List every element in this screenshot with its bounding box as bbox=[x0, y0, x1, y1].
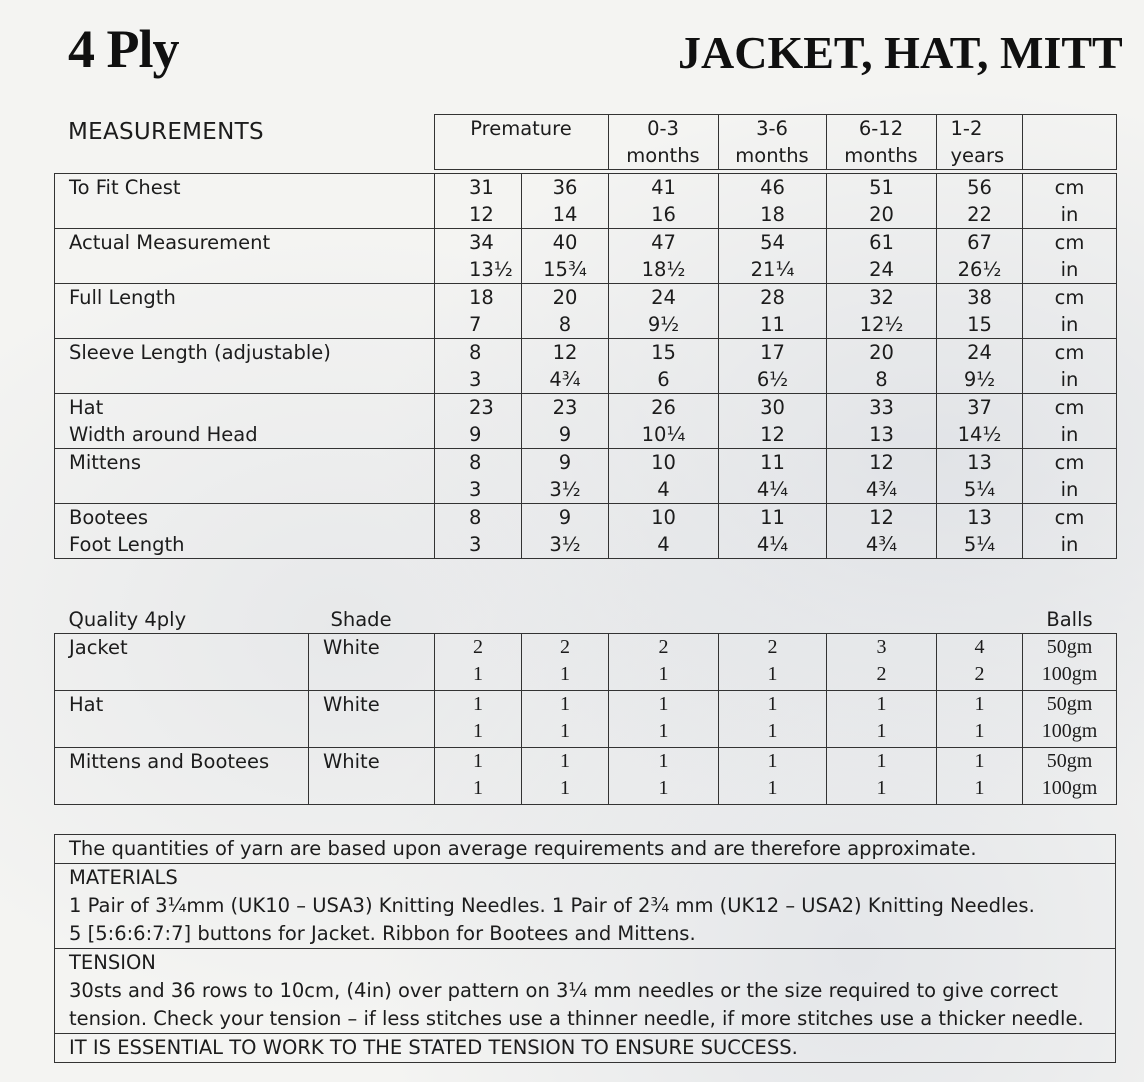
yarn-balls-50gm: 1 bbox=[658, 693, 669, 715]
measurement-in-value: 8 bbox=[875, 368, 888, 391]
unit-cm: cm bbox=[1054, 341, 1085, 364]
unit-cm: cm bbox=[1054, 231, 1085, 254]
yarn-balls-cell bbox=[719, 691, 827, 748]
measurement-value-cell bbox=[719, 174, 827, 229]
measurement-cm-value: 54 bbox=[760, 231, 785, 254]
yarn-balls-50gm: 1 bbox=[473, 750, 483, 772]
yarn-balls-50gm: 1 bbox=[560, 750, 570, 772]
measurement-cm-value: 47 bbox=[651, 231, 676, 254]
measurements-title: MEASUREMENTS bbox=[68, 118, 264, 145]
measurement-cm-value: 15 bbox=[651, 341, 676, 364]
measurement-in-value: 16 bbox=[651, 203, 676, 226]
measurement-in-value: 15¾ bbox=[543, 258, 587, 281]
measurement-cm-value: 13 bbox=[967, 451, 992, 474]
yarn-balls-100gm: 1 bbox=[473, 663, 483, 685]
yarn-table bbox=[54, 606, 1117, 805]
measurement-in-value: 5¼ bbox=[963, 478, 996, 501]
measurement-in-value: 12 bbox=[469, 203, 494, 226]
measurement-value-cell bbox=[937, 504, 1023, 559]
unit-in: in bbox=[1060, 423, 1079, 446]
quantities-section bbox=[55, 835, 1115, 864]
measurement-in-value: 4¼ bbox=[756, 478, 789, 501]
yarn-balls-50gm: 4 bbox=[974, 636, 985, 658]
measurement-in-value: 10¼ bbox=[641, 423, 686, 446]
measurement-in-value: 6½ bbox=[756, 368, 789, 391]
measurement-row bbox=[55, 394, 1117, 449]
yarn-balls-100gm: 1 bbox=[473, 720, 483, 742]
unit-in: in bbox=[1060, 313, 1079, 336]
yarn-balls-100gm: 1 bbox=[767, 720, 778, 742]
measurement-cm-value: 24 bbox=[651, 286, 676, 309]
measurement-row bbox=[55, 229, 1117, 284]
tension-line: 30sts and 36 rows to 10cm, (4in) over pattern on 3¼ mm needles or the size required to give correct bbox=[69, 979, 1059, 1002]
measurement-cm-value: 38 bbox=[967, 286, 992, 309]
yarn-item-label: Hat bbox=[55, 691, 309, 748]
measurement-in-value: 4¾ bbox=[549, 368, 581, 391]
measurement-cm-value: 67 bbox=[967, 231, 992, 254]
measurement-in-value: 6 bbox=[657, 368, 670, 391]
measurement-value-cell bbox=[522, 339, 609, 394]
yarn-balls-100gm: 1 bbox=[974, 720, 985, 742]
unit-cell bbox=[1023, 449, 1117, 504]
balls-label: Balls bbox=[1046, 608, 1093, 631]
unit-cell bbox=[1023, 394, 1117, 449]
measurement-in-value: 4¾ bbox=[865, 478, 898, 501]
measurement-in-value: 13½ bbox=[469, 258, 513, 281]
yarn-balls-100gm: 1 bbox=[767, 777, 778, 799]
size-header-1-2 bbox=[936, 115, 1022, 170]
measurement-label-line1: Bootees bbox=[69, 506, 149, 529]
measurement-cm-value: 40 bbox=[552, 231, 578, 254]
measurement-label-line2 bbox=[69, 256, 434, 283]
yarn-balls-100gm: 1 bbox=[560, 720, 570, 742]
measurement-value-cell bbox=[609, 284, 719, 339]
measurement-cm-value: 51 bbox=[869, 176, 894, 199]
unit-cell bbox=[1023, 504, 1117, 559]
measurement-value-cell bbox=[937, 394, 1023, 449]
shade-label: Shade bbox=[330, 608, 392, 631]
measurement-cm-value: 9 bbox=[558, 506, 572, 529]
yarn-balls-cell bbox=[937, 748, 1023, 805]
yarn-balls-100gm: 2 bbox=[974, 663, 985, 685]
tension-section bbox=[55, 949, 1115, 1034]
measurement-in-value: 9 bbox=[469, 423, 482, 446]
yarn-balls-cell bbox=[937, 691, 1023, 748]
size-header-6-12 bbox=[826, 115, 936, 170]
yarn-balls-cell bbox=[609, 748, 719, 805]
yarn-balls-cell bbox=[827, 691, 937, 748]
measurement-label-line1: Full Length bbox=[69, 286, 176, 309]
measurement-in-value: 3 bbox=[469, 533, 482, 556]
unit-in: in bbox=[1060, 368, 1079, 391]
measurement-in-value: 18 bbox=[760, 203, 785, 226]
measurements-body bbox=[54, 173, 1117, 559]
yarn-ball-size bbox=[1023, 691, 1117, 748]
measurement-value-cell bbox=[827, 504, 937, 559]
yarn-balls-cell bbox=[827, 634, 937, 691]
measurement-cm-value: 30 bbox=[760, 396, 785, 419]
unit-header bbox=[1022, 115, 1116, 170]
unit-in: in bbox=[1060, 203, 1079, 226]
measurement-cm-value: 31 bbox=[469, 176, 494, 199]
measurement-in-value: 3 bbox=[469, 478, 482, 501]
unit-cell bbox=[1023, 339, 1117, 394]
measurement-in-value: 3½ bbox=[549, 478, 581, 501]
measurement-value-cell bbox=[827, 449, 937, 504]
measurement-cm-value: 61 bbox=[869, 231, 894, 254]
measurement-value-cell bbox=[719, 449, 827, 504]
measurement-cm-value: 32 bbox=[869, 286, 894, 309]
measurement-label bbox=[55, 504, 435, 559]
materials-line: 1 Pair of 3¼mm (UK10 – USA3) Knitting Needles. 1 Pair of 2¾ mm (UK12 – USA2) Knitting Needles. bbox=[69, 894, 1035, 917]
yarn-balls-100gm: 1 bbox=[876, 777, 887, 799]
unit-cm: cm bbox=[1054, 286, 1085, 309]
measurement-row bbox=[55, 339, 1117, 394]
yarn-balls-cell bbox=[522, 634, 609, 691]
essential-section bbox=[55, 1034, 1115, 1063]
yarn-balls-cell bbox=[435, 691, 522, 748]
measurement-label bbox=[55, 449, 435, 504]
yarn-balls-100gm: 1 bbox=[767, 663, 778, 685]
measurement-value-cell bbox=[827, 229, 937, 284]
yarn-balls-100gm: 1 bbox=[876, 720, 887, 742]
measurement-label-line2 bbox=[69, 201, 434, 228]
yarn-item-label: Mittens and Bootees bbox=[55, 748, 309, 805]
measurement-cm-value: 20 bbox=[869, 341, 894, 364]
size-header-line2: months bbox=[626, 144, 700, 167]
yarn-balls-50gm: 1 bbox=[658, 750, 669, 772]
measurements-header-row bbox=[54, 115, 1116, 170]
measurement-value-cell bbox=[435, 449, 522, 504]
measurement-value-cell bbox=[522, 394, 609, 449]
measurement-row bbox=[55, 174, 1117, 229]
measurement-label bbox=[55, 174, 435, 229]
measurement-value-cell bbox=[435, 339, 522, 394]
measurement-value-cell bbox=[609, 174, 719, 229]
measurement-value-cell bbox=[719, 394, 827, 449]
unit-cell bbox=[1023, 174, 1117, 229]
measurement-cm-value: 12 bbox=[552, 341, 578, 364]
yarn-ball-size bbox=[1023, 748, 1117, 805]
unit-in: in bbox=[1060, 258, 1079, 281]
measurement-label-line2 bbox=[69, 476, 434, 503]
measurement-in-value: 7 bbox=[469, 313, 482, 336]
quantities-note: The quantities of yarn are based upon average requirements and are therefore approximate. bbox=[69, 837, 977, 860]
yarn-balls-cell bbox=[609, 634, 719, 691]
measurement-label-line1: Sleeve Length (adjustable) bbox=[69, 341, 331, 364]
info-box bbox=[54, 834, 1116, 1063]
measurement-cm-value: 23 bbox=[469, 396, 494, 419]
measurement-value-cell bbox=[937, 339, 1023, 394]
measurement-cm-value: 18 bbox=[469, 286, 494, 309]
measurement-cm-value: 23 bbox=[552, 396, 578, 419]
ball-size-100gm: 100gm bbox=[1041, 663, 1098, 685]
measurement-in-value: 4 bbox=[657, 533, 670, 556]
measurement-value-cell bbox=[719, 504, 827, 559]
measurement-label bbox=[55, 284, 435, 339]
yarn-balls-cell bbox=[719, 634, 827, 691]
measurement-cm-value: 26 bbox=[651, 396, 676, 419]
measurement-value-cell bbox=[827, 394, 937, 449]
size-header-0-3 bbox=[608, 115, 718, 170]
size-header-line1: 1-2 bbox=[950, 117, 983, 140]
measurement-value-cell bbox=[609, 339, 719, 394]
yarn-balls-50gm: 1 bbox=[767, 750, 778, 772]
yarn-balls-cell bbox=[435, 748, 522, 805]
yarn-header-row bbox=[55, 606, 1117, 634]
tension-heading: TENSION bbox=[69, 951, 156, 974]
measurement-value-cell bbox=[435, 284, 522, 339]
unit-cell bbox=[1023, 229, 1117, 284]
size-header-line1: 3-6 bbox=[756, 117, 788, 140]
measurement-label-line1: To Fit Chest bbox=[69, 176, 181, 199]
yarn-balls-cell bbox=[827, 748, 937, 805]
ball-size-50gm: 50gm bbox=[1046, 693, 1093, 715]
yarn-row bbox=[55, 748, 1117, 805]
measurement-row bbox=[55, 504, 1117, 559]
size-header-line2: months bbox=[844, 144, 918, 167]
measurement-value-cell bbox=[719, 339, 827, 394]
measurement-in-value: 9 bbox=[558, 423, 572, 446]
measurement-cm-value: 36 bbox=[552, 176, 578, 199]
yarn-balls-100gm: 1 bbox=[473, 777, 483, 799]
yarn-balls-cell bbox=[609, 691, 719, 748]
yarn-shade: White bbox=[309, 634, 435, 691]
size-header-3-6 bbox=[718, 115, 826, 170]
ball-size-100gm: 100gm bbox=[1041, 777, 1098, 799]
size-header-line1: 6-12 bbox=[858, 117, 904, 140]
measurement-label-line2 bbox=[69, 311, 434, 338]
yarn-balls-cell bbox=[522, 691, 609, 748]
unit-in: in bbox=[1060, 533, 1079, 556]
measurement-cm-value: 46 bbox=[760, 176, 785, 199]
measurement-value-cell bbox=[609, 394, 719, 449]
tension-line: tension. Check your tension – if less stitches use a thinner needle, if more stitches use a thicker needle. bbox=[69, 1007, 1084, 1030]
yarn-balls-50gm: 1 bbox=[876, 750, 887, 772]
materials-section bbox=[55, 864, 1115, 949]
measurement-cm-value: 8 bbox=[469, 451, 482, 474]
yarn-balls-100gm: 1 bbox=[658, 663, 669, 685]
measurement-label-line2 bbox=[69, 366, 434, 393]
measurement-value-cell bbox=[522, 504, 609, 559]
measurement-cm-value: 12 bbox=[869, 451, 894, 474]
measurement-label-line1: Mittens bbox=[69, 451, 142, 474]
yarn-balls-100gm: 1 bbox=[658, 777, 669, 799]
measurement-in-value: 15 bbox=[967, 313, 992, 336]
measurement-cm-value: 37 bbox=[967, 396, 992, 419]
measurement-value-cell bbox=[827, 284, 937, 339]
yarn-balls-cell bbox=[435, 634, 522, 691]
measurement-label-line1: Actual Measurement bbox=[69, 231, 271, 254]
ball-size-50gm: 50gm bbox=[1046, 636, 1093, 658]
measurement-in-value: 12½ bbox=[859, 313, 904, 336]
measurement-value-cell bbox=[435, 174, 522, 229]
measurement-in-value: 13 bbox=[869, 423, 894, 446]
yarn-row bbox=[55, 634, 1117, 691]
measurement-cm-value: 9 bbox=[558, 451, 572, 474]
yarn-balls-50gm: 1 bbox=[767, 693, 778, 715]
yarn-shade: White bbox=[309, 691, 435, 748]
measurement-in-value: 4¾ bbox=[865, 533, 898, 556]
measurement-cm-value: 13 bbox=[967, 506, 992, 529]
yarn-balls-50gm: 1 bbox=[560, 693, 570, 715]
measurement-in-value: 8 bbox=[558, 313, 572, 336]
measurement-value-cell bbox=[435, 504, 522, 559]
measurement-cm-value: 10 bbox=[651, 506, 676, 529]
measurement-value-cell bbox=[719, 284, 827, 339]
yarn-balls-50gm: 1 bbox=[974, 750, 985, 772]
yarn-balls-50gm: 2 bbox=[560, 636, 570, 658]
measurement-in-value: 14 bbox=[552, 203, 578, 226]
measurement-in-value: 4 bbox=[657, 478, 670, 501]
measurement-value-cell bbox=[827, 339, 937, 394]
measurement-label bbox=[55, 394, 435, 449]
measurement-cm-value: 8 bbox=[469, 341, 482, 364]
measurement-in-value: 21¼ bbox=[750, 258, 795, 281]
unit-cell bbox=[1023, 284, 1117, 339]
measurement-in-value: 5¼ bbox=[963, 533, 996, 556]
yarn-balls-100gm: 1 bbox=[560, 663, 570, 685]
measurement-value-cell bbox=[827, 174, 937, 229]
page-title-ply: 4 Ply bbox=[68, 19, 179, 79]
yarn-balls-50gm: 1 bbox=[473, 693, 483, 715]
page-title-garments: JACKET, HAT, MITT bbox=[678, 27, 1123, 78]
measurement-in-value: 9½ bbox=[647, 313, 680, 336]
measurement-cm-value: 8 bbox=[469, 506, 482, 529]
yarn-balls-cell bbox=[522, 748, 609, 805]
yarn-balls-50gm: 1 bbox=[974, 693, 985, 715]
yarn-balls-50gm: 1 bbox=[876, 693, 887, 715]
measurement-value-cell bbox=[609, 229, 719, 284]
yarn-balls-100gm: 1 bbox=[560, 777, 570, 799]
measurement-cm-value: 56 bbox=[967, 176, 992, 199]
size-header-line1: Premature bbox=[470, 117, 572, 140]
measurement-cm-value: 10 bbox=[651, 451, 676, 474]
measurement-cm-value: 20 bbox=[552, 286, 578, 309]
measurement-value-cell bbox=[522, 229, 609, 284]
measurement-cm-value: 12 bbox=[869, 506, 894, 529]
yarn-balls-cell bbox=[937, 634, 1023, 691]
measurement-in-value: 4¼ bbox=[756, 533, 789, 556]
yarn-balls-50gm: 2 bbox=[473, 636, 483, 658]
measurement-cm-value: 28 bbox=[760, 286, 785, 309]
measurement-in-value: 14½ bbox=[957, 423, 1002, 446]
measurement-in-value: 20 bbox=[869, 203, 894, 226]
materials-line: 5 [5:6:6:7:7] buttons for Jacket. Ribbon for Bootees and Mittens. bbox=[69, 922, 696, 945]
measurement-row bbox=[55, 449, 1117, 504]
yarn-balls-100gm: 2 bbox=[876, 663, 887, 685]
measurement-value-cell bbox=[937, 449, 1023, 504]
measurement-value-cell bbox=[609, 449, 719, 504]
measurement-cm-value: 24 bbox=[967, 341, 992, 364]
measurements-table bbox=[54, 114, 1117, 170]
unit-cm: cm bbox=[1054, 396, 1085, 419]
measurement-label-line2: Width around Head bbox=[69, 423, 258, 446]
measurement-in-value: 26½ bbox=[957, 258, 1002, 281]
yarn-balls-100gm: 1 bbox=[658, 720, 669, 742]
measurement-label-line1: Hat bbox=[69, 396, 104, 419]
size-header-line1: 0-3 bbox=[647, 117, 679, 140]
measurement-in-value: 18½ bbox=[641, 258, 686, 281]
measurement-row bbox=[55, 284, 1117, 339]
measurement-value-cell bbox=[522, 449, 609, 504]
measurement-cm-value: 11 bbox=[760, 506, 785, 529]
materials-heading: MATERIALS bbox=[69, 866, 178, 889]
unit-in: in bbox=[1060, 478, 1079, 501]
measurement-in-value: 11 bbox=[760, 313, 785, 336]
unit-cm: cm bbox=[1054, 506, 1085, 529]
quality-label: Quality 4ply bbox=[68, 608, 187, 631]
measurement-in-value: 3½ bbox=[549, 533, 581, 556]
unit-cm: cm bbox=[1054, 176, 1085, 199]
yarn-shade: White bbox=[309, 748, 435, 805]
yarn-item-label: Jacket bbox=[55, 634, 309, 691]
measurement-cm-value: 11 bbox=[760, 451, 785, 474]
measurement-cm-value: 34 bbox=[469, 231, 494, 254]
yarn-ball-size bbox=[1023, 634, 1117, 691]
yarn-row bbox=[55, 691, 1117, 748]
measurement-in-value: 24 bbox=[869, 258, 894, 281]
measurement-in-value: 22 bbox=[967, 203, 992, 226]
yarn-balls-50gm: 2 bbox=[658, 636, 669, 658]
measurement-value-cell bbox=[937, 174, 1023, 229]
header bbox=[0, 0, 1144, 90]
size-header-line2: months bbox=[735, 144, 809, 167]
ball-size-50gm: 50gm bbox=[1046, 750, 1093, 772]
measurement-cm-value: 33 bbox=[869, 396, 894, 419]
measurement-label bbox=[55, 339, 435, 394]
yarn-balls-cell bbox=[719, 748, 827, 805]
measurement-value-cell bbox=[937, 284, 1023, 339]
measurement-in-value: 3 bbox=[469, 368, 482, 391]
measurement-value-cell bbox=[609, 504, 719, 559]
unit-cm: cm bbox=[1054, 451, 1085, 474]
measurement-in-value: 12 bbox=[760, 423, 785, 446]
measurement-label-line2: Foot Length bbox=[69, 533, 185, 556]
ball-size-100gm: 100gm bbox=[1041, 720, 1098, 742]
measurement-value-cell bbox=[937, 229, 1023, 284]
measurement-value-cell bbox=[435, 394, 522, 449]
essential-note: IT IS ESSENTIAL TO WORK TO THE STATED TENSION TO ENSURE SUCCESS. bbox=[69, 1036, 798, 1059]
measurement-value-cell bbox=[522, 174, 609, 229]
measurement-in-value: 9½ bbox=[963, 368, 996, 391]
size-header-line2: years bbox=[950, 144, 1005, 167]
yarn-balls-100gm: 1 bbox=[974, 777, 985, 799]
yarn-balls-50gm: 3 bbox=[876, 636, 887, 658]
size-header-premature bbox=[434, 115, 608, 170]
measurement-value-cell bbox=[435, 229, 522, 284]
measurement-cm-value: 17 bbox=[760, 341, 785, 364]
measurement-value-cell bbox=[719, 229, 827, 284]
measurement-label bbox=[55, 229, 435, 284]
measurement-cm-value: 41 bbox=[651, 176, 676, 199]
yarn-balls-50gm: 2 bbox=[767, 636, 778, 658]
measurement-value-cell bbox=[522, 284, 609, 339]
